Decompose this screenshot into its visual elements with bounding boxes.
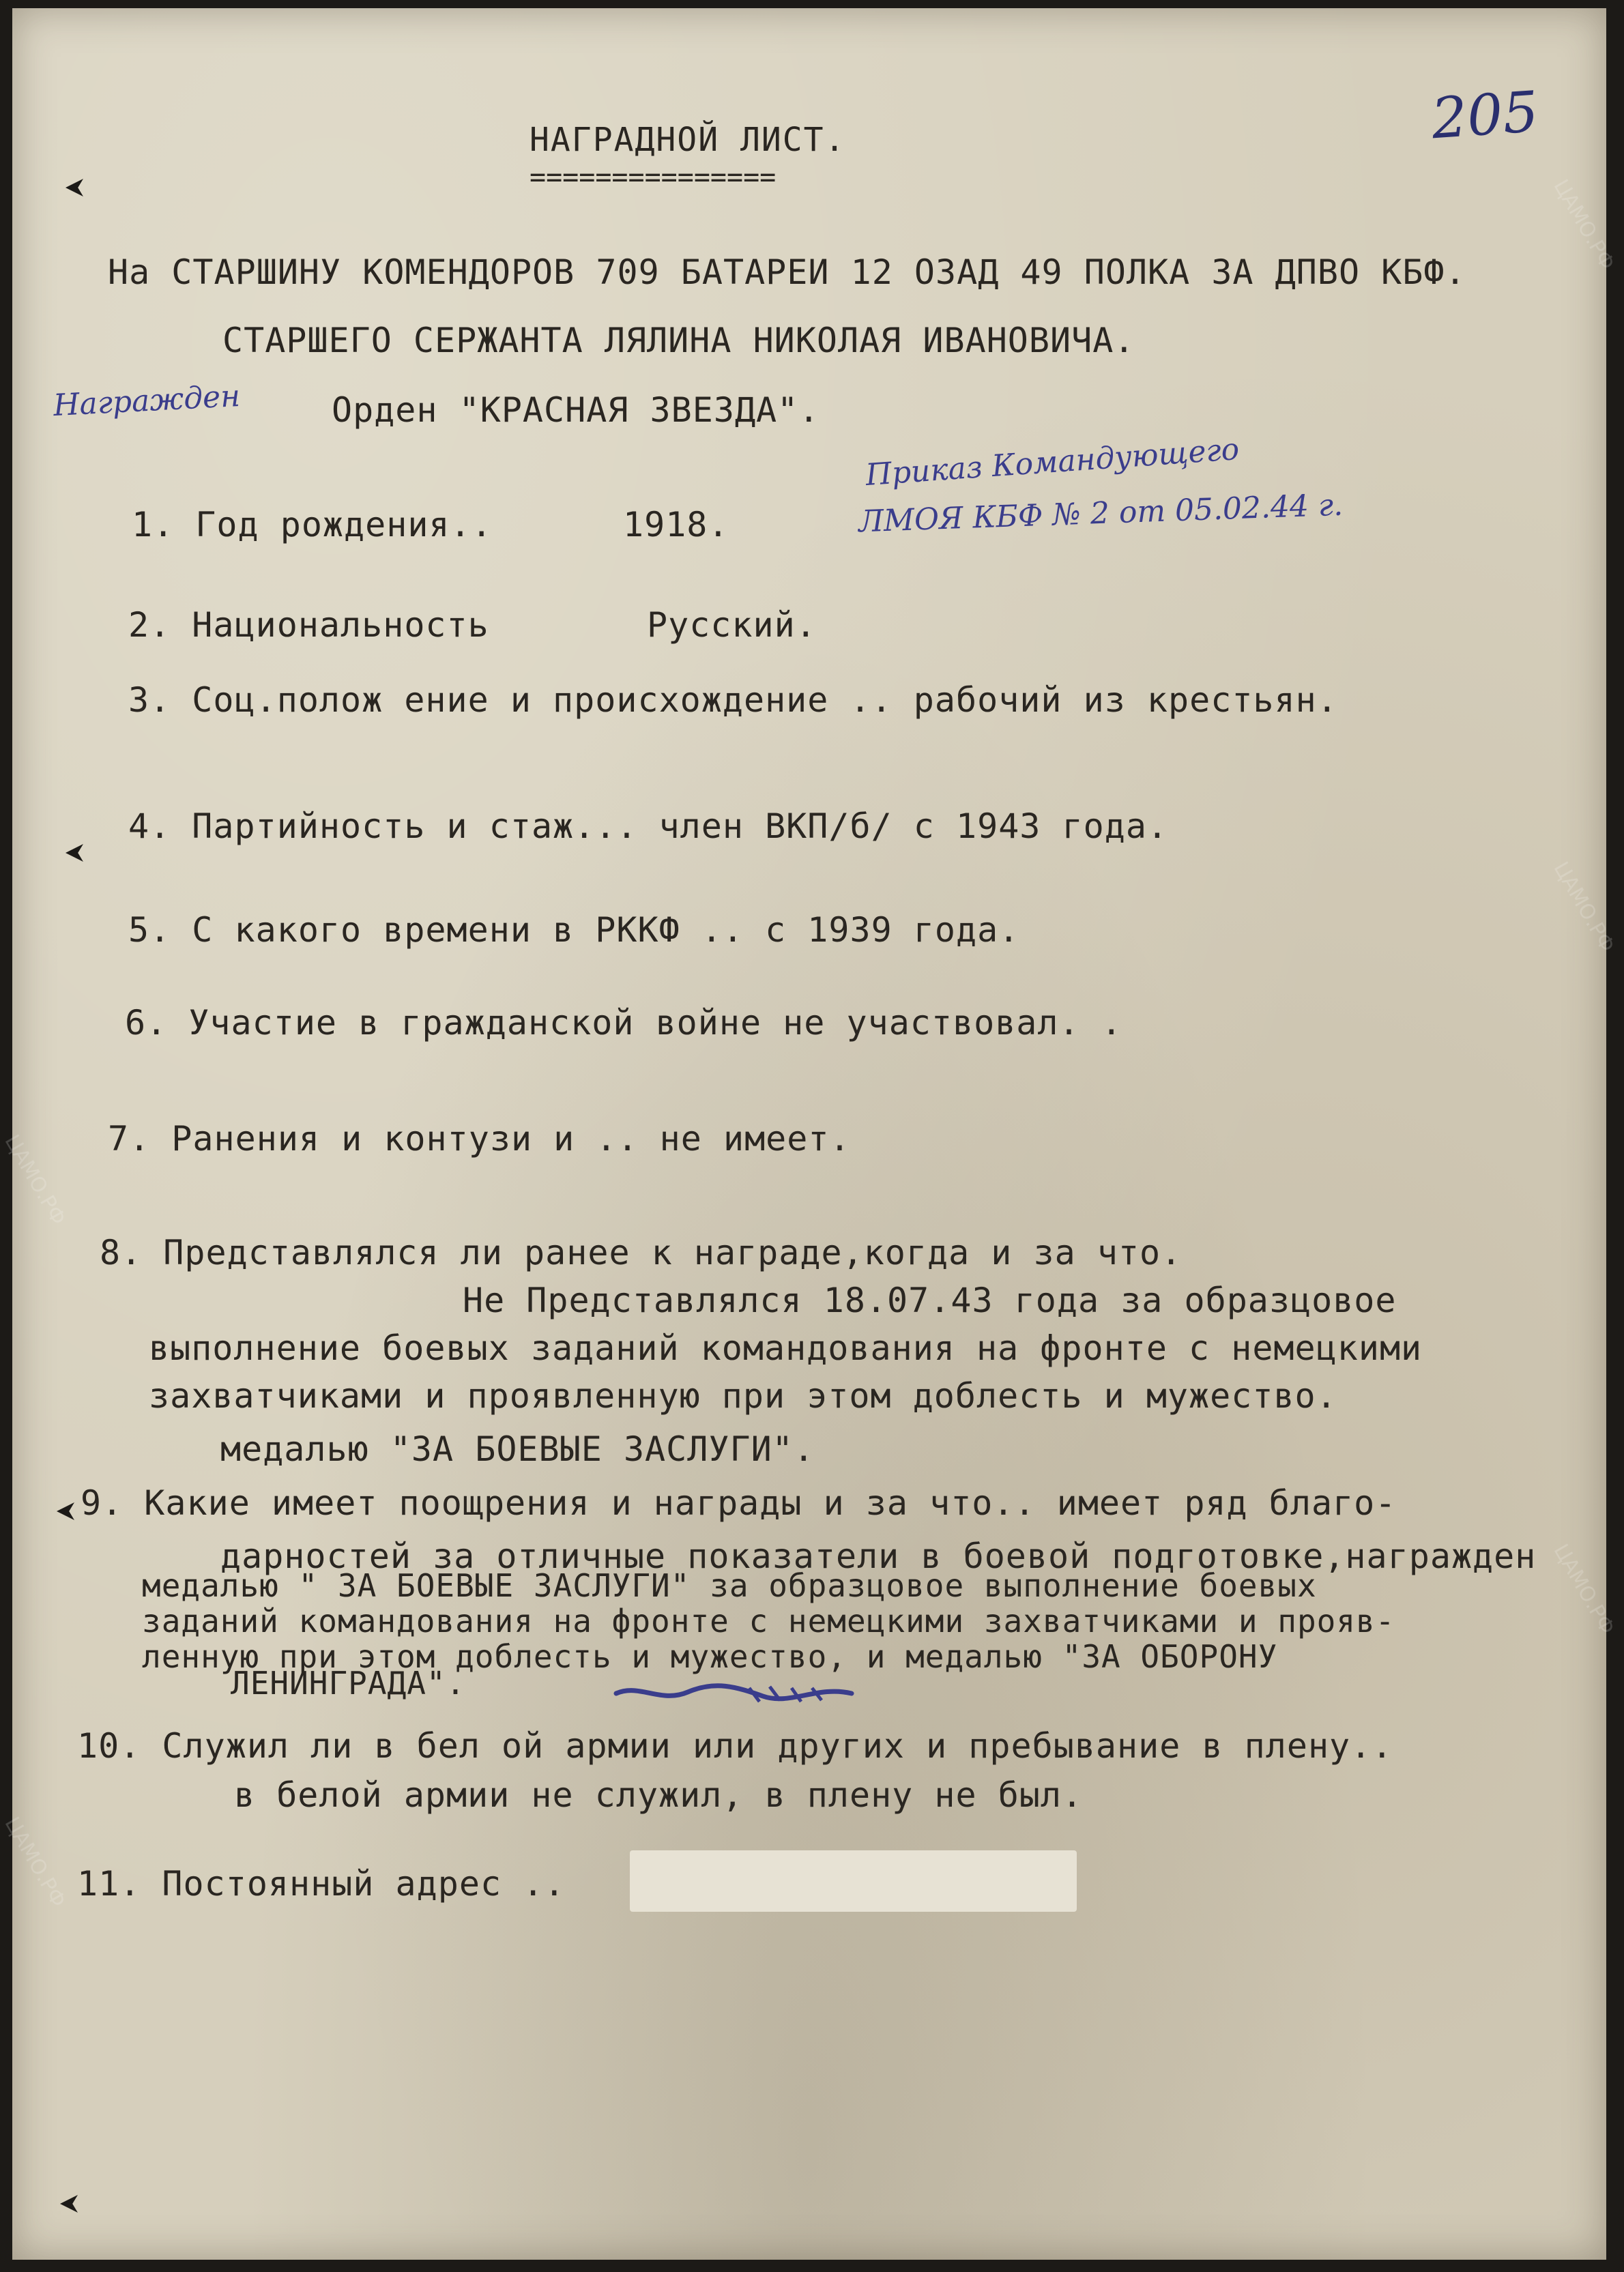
item-9-line-6: ЛЕНИНГРАДА". bbox=[231, 1665, 466, 1702]
document-page bbox=[0, 8, 1620, 2260]
item-9-line-4: заданий командования на фронте с немецкими захватчиками и прояв- bbox=[142, 1603, 1395, 1640]
item-8-line-1: 8. Представлялся ли ранее к награде,когда и за что. bbox=[100, 1233, 1183, 1272]
award-typed: Орден "КРАСНАЯ ЗВЕЗДА". bbox=[332, 390, 820, 430]
archive-watermark: ЦАМО.РФ bbox=[1548, 858, 1620, 957]
item-9-line-2: дарностей за отличные показатели в боевой подготовке,награжден bbox=[220, 1536, 1537, 1576]
order-note-line-1: Приказ Командующего bbox=[864, 431, 1241, 493]
item-6: 6. Участие в гражданской войне не участвовал. . bbox=[125, 1003, 1122, 1043]
title-underline: =============== bbox=[530, 162, 777, 193]
item-3: 3. Соц.полож ение и происхождение .. рабочий из крестьян. bbox=[128, 680, 1338, 720]
item-9-line-5: ленную при этом доблесть и мужество, и медалью "ЗА ОБОРОНУ bbox=[142, 1638, 1278, 1675]
archive-watermark: ЦАМО.РФ bbox=[1548, 175, 1620, 274]
archive-watermark: ЦАМО.РФ bbox=[1548, 1540, 1620, 1639]
item-9-line-3: медалью " ЗА БОЕВЫЕ ЗАСЛУГИ" за образцовое выполнение боевых bbox=[142, 1567, 1317, 1604]
document-title: НАГРАДНОЙ ЛИСТ. bbox=[530, 121, 846, 159]
item-2-label: 2. Национальность bbox=[128, 605, 489, 645]
page-number: 205 bbox=[1429, 79, 1541, 152]
item-8-line-5: медалью "ЗА БОЕВЫЕ ЗАСЛУГИ". bbox=[220, 1429, 815, 1469]
item-11-label: 11. Постоянный адрес .. bbox=[77, 1864, 566, 1904]
ink-squiggle bbox=[613, 1673, 858, 1714]
item-8-line-2: Не Представлялся 18.07.43 года за образцовое bbox=[463, 1281, 1397, 1320]
archive-watermark: ЦАМО.РФ bbox=[0, 1813, 71, 1912]
item-4: 4. Партийность и стаж... член ВКП/б/ с 1943 года. bbox=[128, 806, 1169, 846]
item-7: 7. Ранения и контузи и .. не имеет. bbox=[108, 1119, 851, 1159]
item-5: 5. С какого времени в РККФ .. с 1939 года. bbox=[128, 910, 1020, 950]
address-redacted bbox=[630, 1850, 1077, 1912]
item-9-line-1: 9. Какие имеет поощрения и награды и за что.. имеет ряд благо- bbox=[81, 1483, 1397, 1523]
archive-watermark: ЦАМО.РФ bbox=[0, 1131, 71, 1229]
header-line-2: СТАРШЕГО СЕРЖАНТА ЛЯЛИНА НИКОЛАЯ ИВАНОВИЧА. bbox=[222, 321, 1135, 360]
item-10-line-1: 10. Служил ли в бел ой армии или других и пребывание в плену.. bbox=[77, 1726, 1393, 1766]
item-2-value: Русский. bbox=[647, 605, 817, 645]
item-8-line-4: захватчиками и проявленную при этом доблесть и мужество. bbox=[149, 1376, 1337, 1416]
item-10-line-2: в белой армии не служил, в плену не был. bbox=[234, 1775, 1084, 1815]
item-8-line-3: выполнение боевых заданий командования на фронте с немецкими bbox=[149, 1328, 1423, 1368]
header-line-1: На СТАРШИНУ КОМЕНДОРОВ 709 БАТАРЕИ 12 ОЗАД 49 ПОЛКА ЗА ДПВО КБФ. bbox=[108, 252, 1466, 292]
item-1-label: 1. Год рождения.. bbox=[132, 505, 493, 544]
order-note-line-2: ЛМОЯ КБФ № 2 от 05.02.44 г. bbox=[858, 487, 1344, 540]
item-1-value: 1918. bbox=[623, 505, 729, 544]
awarded-handwritten: Награжден bbox=[52, 378, 242, 424]
